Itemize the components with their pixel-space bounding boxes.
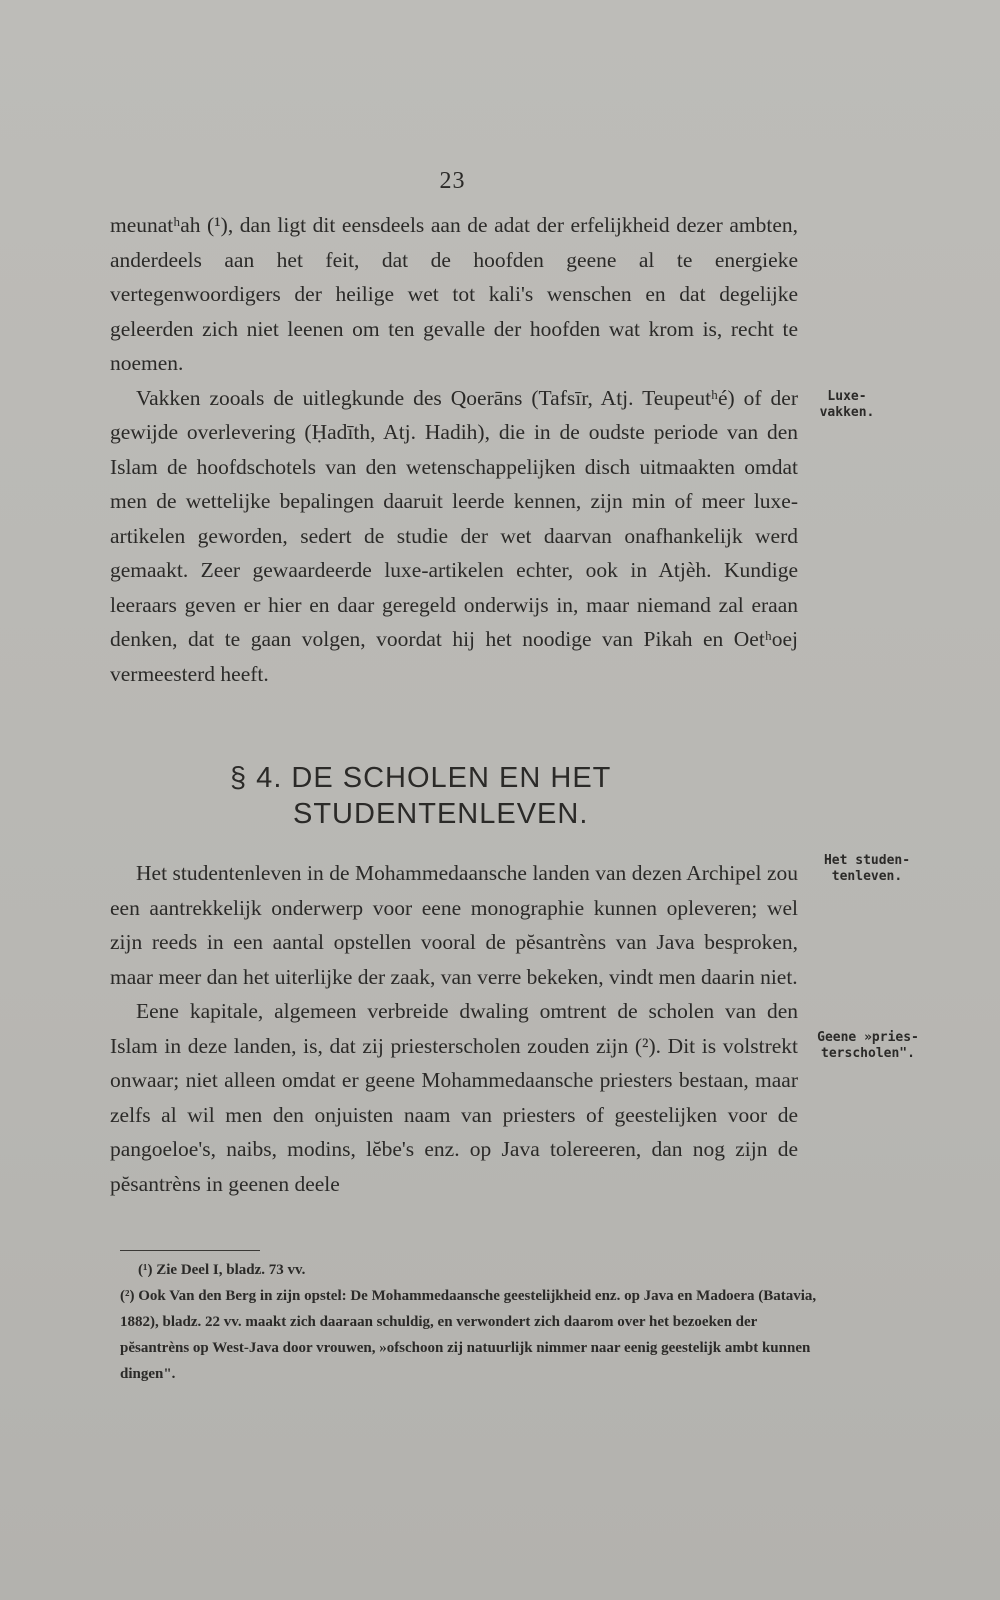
paragraph-kapitale: Eene kapitale, algemeen verbreide dwaling omtrent de scholen van den Islam in deze landen, is, dat zij priesterscholen zouden zijn (²). Dit is volstrekt onwaar; niet alleen omdat er geene Mohammedaansche priesters bestaan, maar zelfs al wil men den onjuisten naam van priesters of geestelijken voor de pangoeloe's, naibs, modins, lĕbe's enz. op Java tolereeren, dan nog zijn de pĕsantrèns in geenen deele	[110, 999, 798, 1196]
footnotes	[120, 1257, 820, 1387]
margin-note-luxe-vakken: Luxe-vakken.	[819, 389, 875, 420]
paragraph-vakken: Vakken zooals de uitlegkunde des Qoerāns (Tafsīr, Atj. Teupeutʰé) of der gewijde overlevering (Ḥadīth, Atj. Hadih), die in de oudste periode van den Islam de hoofdschotels van den wetenschappelijken disch uitmaakten omdat men de wettelijke bepalingen daaruit leerde kennen, zijn min of meer luxe-artikelen geworden, sedert de studie der wet daarvan onafhankelijk werd gemaakt. Zeer gewaardeerde luxe-artikelen echter, ook in Atjèh. Kundige leeraars geven er hier en daar geregeld onderwijs in, maar niemand zal eraan denken, dat te gaan volgen, voordat hij het noodige van Pikah en Oetʰoej vermeesterd heeft.	[110, 385, 798, 686]
section-heading-line1: § 4. DE SCHOLEN EN HET	[230, 762, 612, 794]
upper-text-block	[110, 208, 798, 691]
section-heading	[230, 760, 750, 832]
margin-note-priesterscholen: Geene »pries-terscholen".	[817, 1030, 919, 1061]
paragraph-studentenleven: Het studentenleven in de Mohammedaansche landen van dezen Archipel zou een aantrekkelijk onderwerp voor eene monographie kunnen opleveren; wel zijn reeds in een aantal opstellen vooral de pĕsantrèns van Java besproken, maar meer dan het uiterlijke der zaak, van verre bekeken, vindt men daarin niet.	[110, 861, 798, 989]
page-number: 23	[439, 168, 466, 194]
section-heading-line2: STUDENTENLEVEN.	[293, 798, 589, 830]
lower-text-block	[110, 856, 798, 1201]
footnote-divider	[120, 1250, 260, 1251]
footnote-2: (²) Ook Van den Berg in zijn opstel: De Mohammedaansche geestelijkheid enz. op Java en Madoera (Batavia, 1882), bladz. 22 vv. maakt zich daaraan schuldig, en verwondert zich daarom over het bezoeken der pĕsantrèns op West-Java door vrouwen, »ofschoon zij natuurlijk nimmer naar eenig geestelijk ambt kunnen dingen".	[120, 1288, 817, 1382]
paragraph-adat: meunatʰah (¹), dan ligt dit eensdeels aan de adat der erfelijkheid dezer ambten, anderdeels aan het feit, dat de hoofden geene al te energieke vertegenwoordigers der heilige wet tot kali's wenschen en dat degelijke geleerden zich niet leenen om ten gevalle der hoofden wat krom is, recht te noemen.	[110, 213, 798, 375]
margin-note-studentenleven: Het studen-tenleven.	[823, 853, 911, 884]
footnote-1: (¹) Zie Deel I, bladz. 73 vv.	[138, 1262, 306, 1278]
